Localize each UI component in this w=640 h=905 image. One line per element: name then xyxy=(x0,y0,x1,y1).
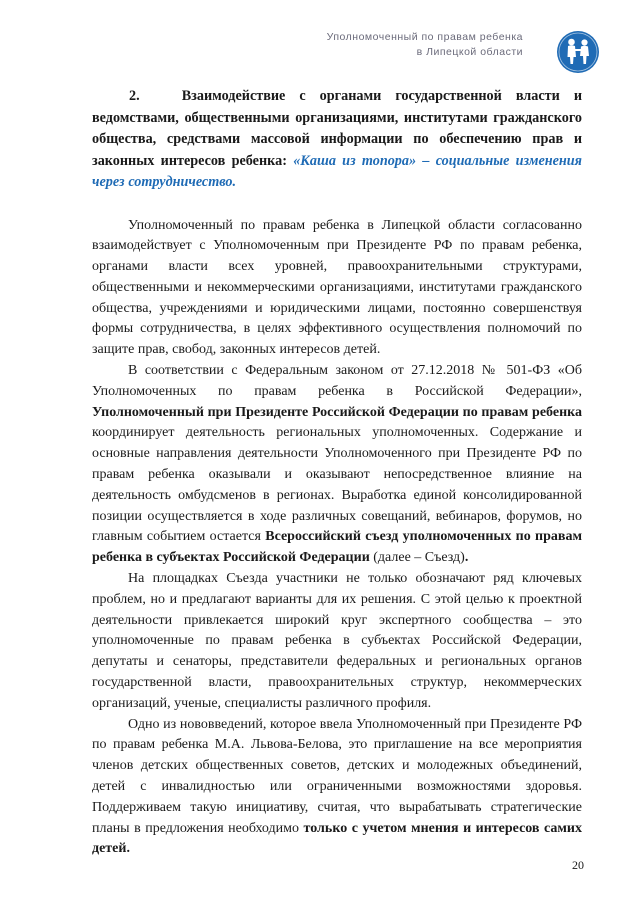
children-silhouette-logo-icon xyxy=(556,30,600,74)
page-header xyxy=(180,30,600,80)
organization-name-line1: Уполномоченный по правам ребенка xyxy=(326,31,523,43)
section-title: Взаимодействие с органами государственной власти и ведомствами, общественными организациями, институтами гражданского общества, средствами массовой информации по обеспечению прав и законных интересов ребенка: xyxy=(92,88,582,169)
paragraph-2 xyxy=(92,361,582,569)
paragraph-1: Уполномоченный по правам ребенка в Липецкой области согласованно взаимодействует с Уполномоченным при Президенте РФ по правам ребенка, органами власти всех уровней, правоохранительными структурами, общественными и некоммерческими организациями, институтами гражданского общества, учреждениями и юридическими лицами, постоянно совершенствуя формы сотрудничества, в целях эффективного осуществления полномочий по защите прав, свобод, законных интересов детей. xyxy=(92,217,582,358)
paragraph-3: На площадках Съезда участники не только обозначают ряд ключевых проблем, но и предлагают варианты для их решения. С этой целью к проектной деятельности привлекается широкий круг экспертного сообщества – это уполномоченные по правам ребенка в субъектах Российской Федерации, депутаты и сенаторы, представители федеральных и региональных органов государственной власти, правоохранительных структур, некоммерческих организаций, ученые, специалисты различного профиля. xyxy=(92,571,582,711)
paragraph-2-text-a: В соответствии с Федеральным законом от 27.12.2018 № 501-ФЗ «Об Уполномоченных по правам ребенка в Российской Федерации», xyxy=(92,363,582,399)
section-number: 2. xyxy=(129,88,140,104)
paragraph-4-bold-b: только с учетом мнения и интересов самих детей. xyxy=(92,820,582,857)
page-content xyxy=(92,86,582,860)
paragraph-2-text-c: координирует деятельность региональных уполномоченных. Содержание и основные направления деятельности Уполномоченного при Президенте РФ по правам ребенка оказывали и оказывают непосредственное влияние на деятельность омбудсменов в регионах. Выработка единой консолидированной позиции осуществляется в ходе различных совещаний, вебинаров, форумов, но главным событием остается xyxy=(92,425,582,545)
section-heading xyxy=(92,86,582,194)
paragraph-2-bold-a: Уполномоченный при Президенте Российской Федерации по правам ребенка xyxy=(92,404,582,420)
paragraph-4-text-a: Одно из нововведений, которое ввела Уполномоченный при Президенте РФ по правам ребенка М.А. Львова-Белова, это приглашение на все мероприятия членов детских общественных советов, детских и молодежных объединений, детей с инвалидностью или ограниченными возможностями здоровья. Поддерживаем такую инициативу, считая, что вырабатывать стратегические планы в предложения необходимо xyxy=(92,716,582,836)
paragraph-4 xyxy=(92,715,582,861)
section-subtitle: «Каша из топора» – социальные изменения через сотрудничество. xyxy=(92,152,582,190)
paragraph-2-bold-f: . xyxy=(464,550,469,566)
page-number: 20 xyxy=(572,858,584,872)
paragraph-2-text-e: (далее – Съезд) xyxy=(373,550,465,566)
organization-name-line2: в Липецкой области xyxy=(416,46,523,58)
organization-name xyxy=(327,30,523,60)
paragraph-2-bold-d: Всероссийский съезд уполномоченных по правам ребенка в субъектах Российской Федерации xyxy=(92,529,582,566)
